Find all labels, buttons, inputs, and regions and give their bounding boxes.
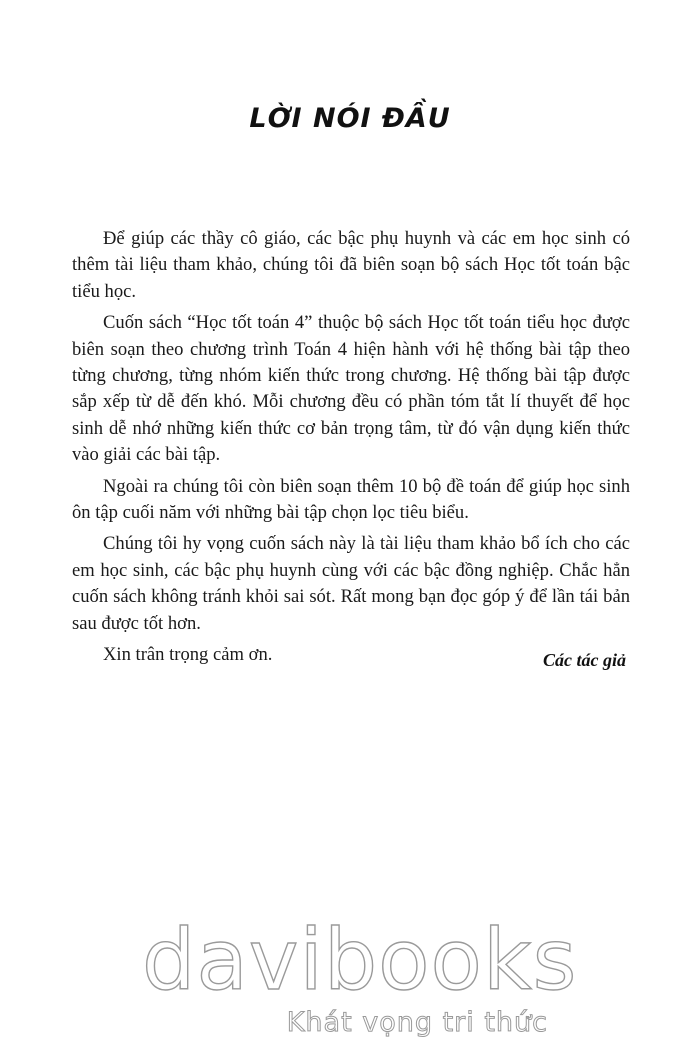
paragraph-1: Để giúp các thầy cô giáo, các bậc phụ huynh và các em học sinh có thêm tài liệu tham khảo, chúng tôi đã biên soạn bộ sách Học tốt toán bậc tiểu học. [72,228,630,302]
paragraph-3: Ngoài ra chúng tôi còn biên soạn thêm 10 bộ đề toán để giúp học sinh ôn tập cuối năm với những bài tập chọn lọc tiêu biểu. [72,475,630,524]
watermark-slogan: Khát vọng tri thức [286,1007,548,1038]
preface-body [72,226,630,674]
paragraph-4: Chúng tôi hy vọng cuốn sách này là tài liệu tham khảo bổ ích cho các em học sinh, các bậc phụ huynh cùng với các bậc đồng nghiệp. Chắc hẳn cuốn sách không tránh khỏi sai sót. Rất mong bạn đọc góp ý để lần tái bản sau được tốt hơn. [72,533,630,634]
page-title: LỜI NÓI ĐẦU [249,103,451,134]
author-signature: Các tác giả [543,650,626,670]
paragraph-2: Cuốn sách “Học tốt toán 4” thuộc bộ sách Học tốt toán tiểu học được biên soạn theo chương trình Toán 4 hiện hành với hệ thống bài tập theo từng chương, từng nhóm kiến thức trong chương. Hệ thống bài tập được sắp xếp từ dễ đến khó. Mỗi chương đều có phần tóm tắt lí thuyết để học sinh dễ nhớ những kiến thức cơ bản trọng tâm, từ đó vận dụng kiến thức vào giải các bài tập. [72,312,630,466]
paragraph-5: Xin trân trọng cảm ơn. [103,644,273,666]
watermark-brand: davibooks [142,911,578,1009]
watermark [0,910,700,1052]
